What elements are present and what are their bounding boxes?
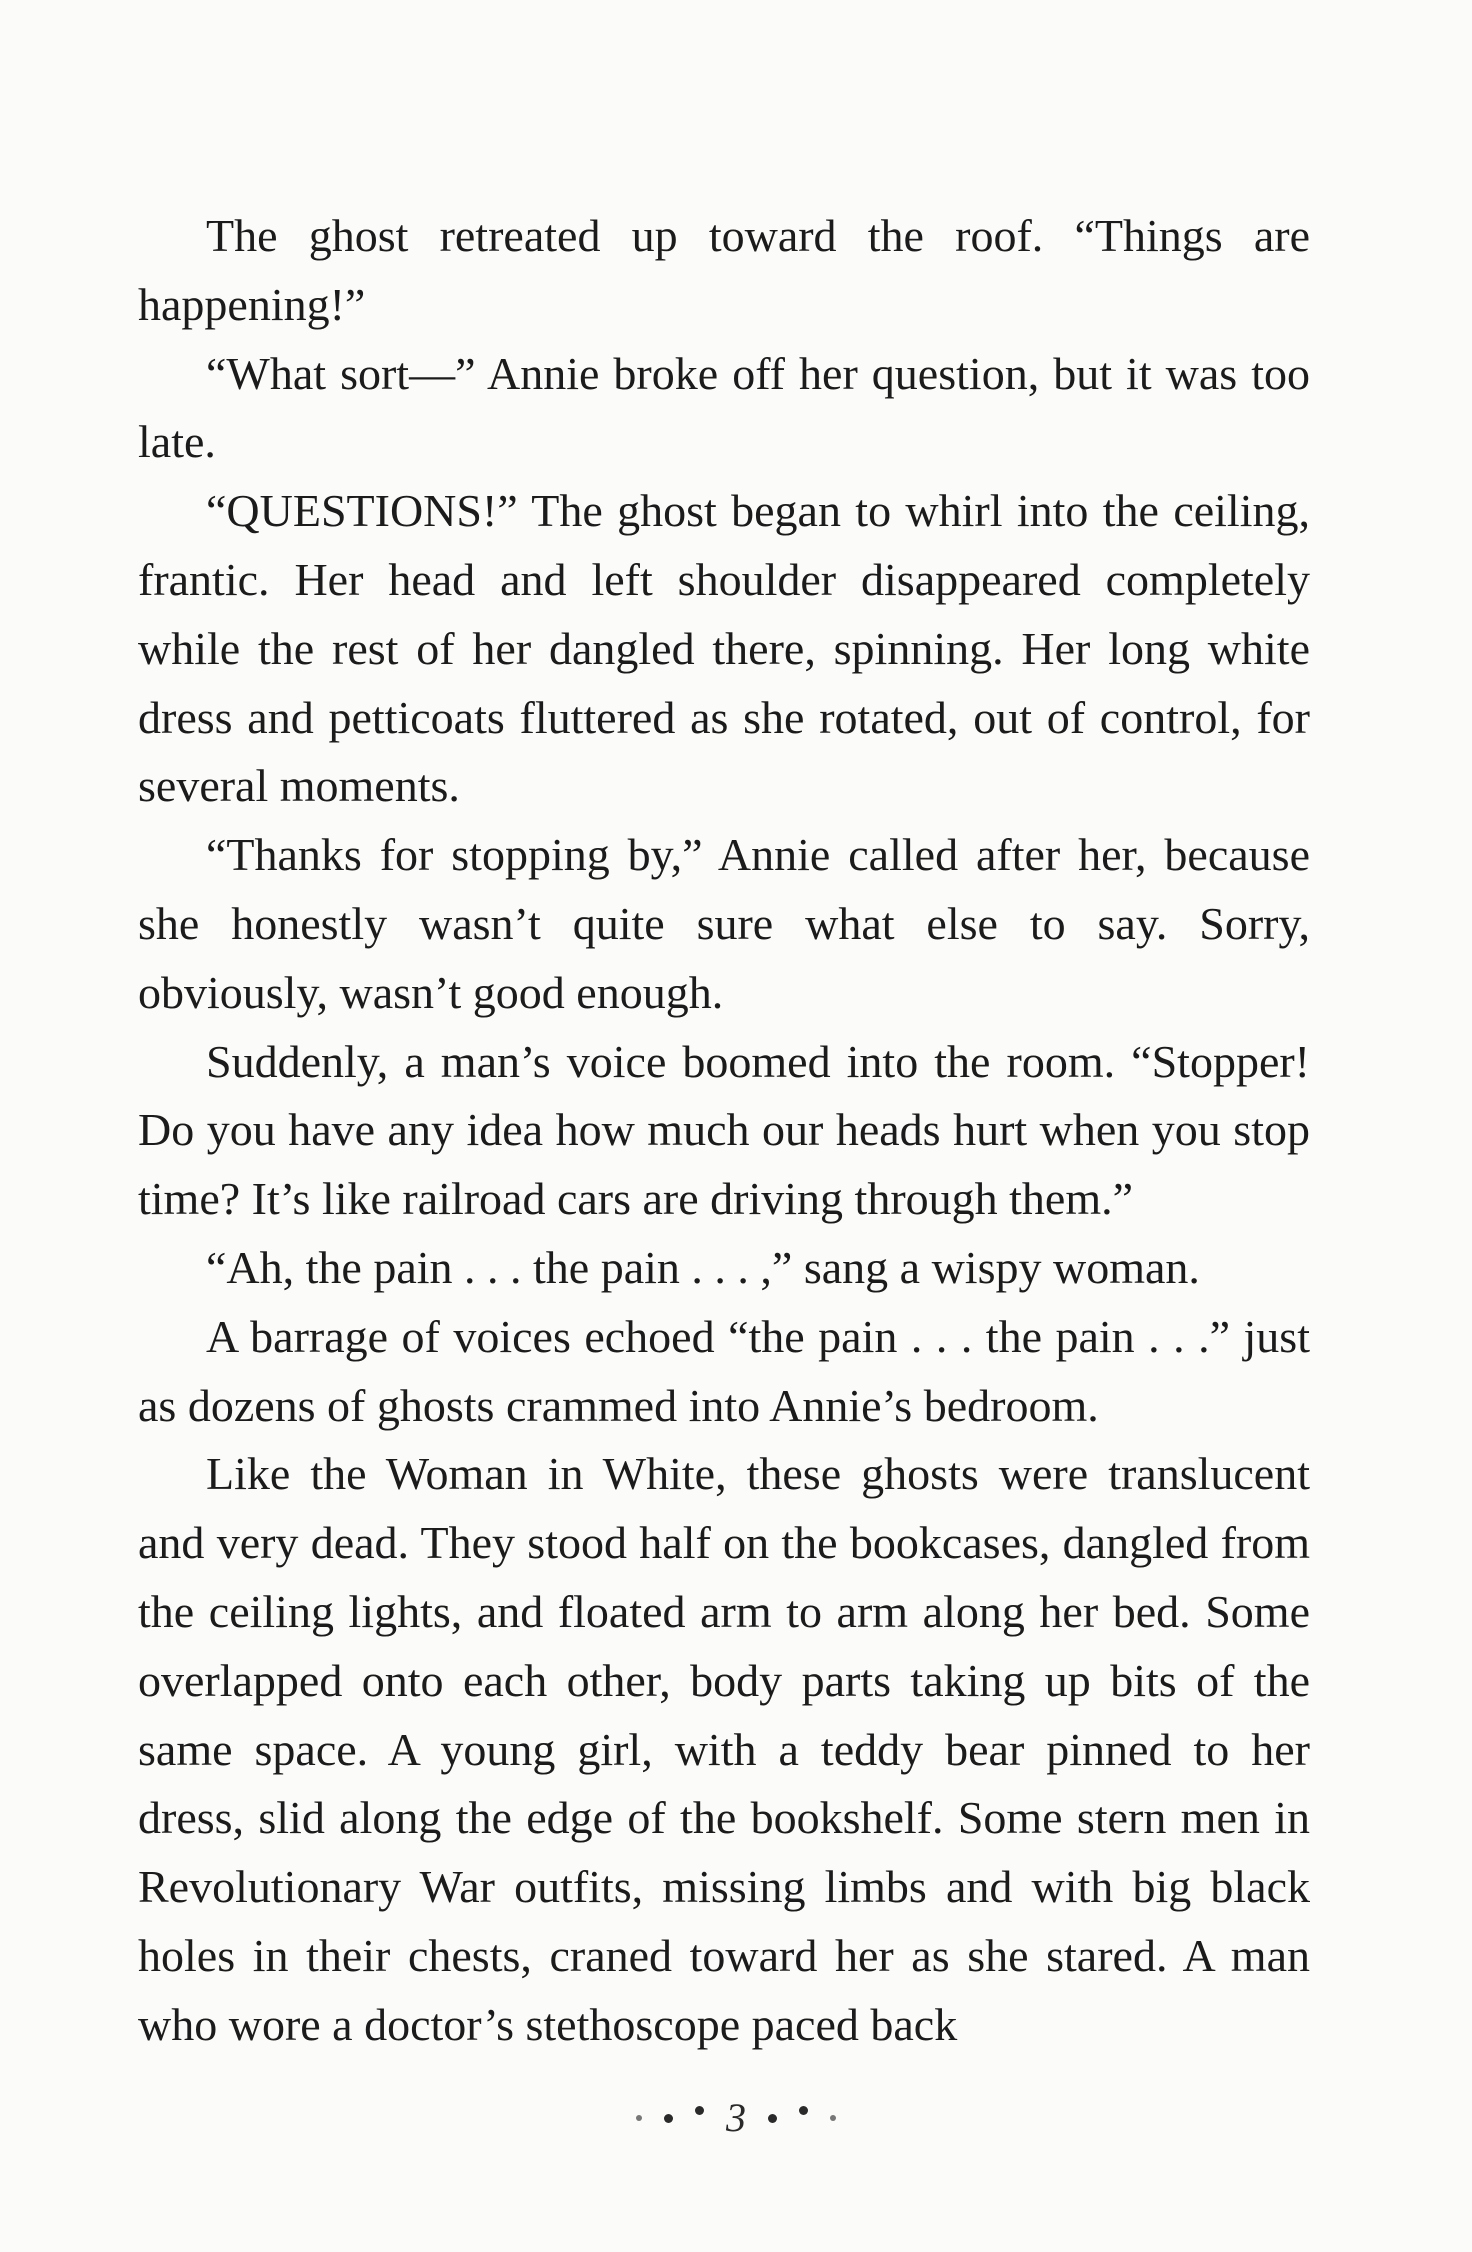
paragraph: “Ah, the pain . . . the pain . . . ,” sang a wispy woman. [206,1241,1200,1293]
ornament-dot-icon [799,2106,808,2115]
ornament-dot-icon [830,2115,836,2121]
ornament-dot-icon [768,2114,777,2123]
body-text [138,202,1310,2060]
paragraph: A barrage of voices echoed “the pain . . . the pain . . .” just as dozens of ghosts crammed into Annie’s bedroom. [138,1310,1310,1431]
paragraph: Suddenly, a man’s voice boomed into the room. “Stopper! Do you have any idea how much our heads hurt when you stop time? It’s like railroad cars are driving through them.” [138,1035,1310,1225]
folio-ornament [636,2095,836,2140]
ornament-dot-icon [695,2106,704,2115]
paragraph: “QUESTIONS!” The ghost began to whirl into the ceiling, frantic. Her head and left shoulder disappeared completely while the rest of her dangled there, spinning. Her long white dress and petticoats fluttered as she rotated, out of control, for several moments. [138,485,1310,812]
ornament-dot-icon [664,2114,673,2123]
paragraph: “Thanks for stopping by,” Annie called after her, because she honestly wasn’t quite sure what else to say. Sorry, obviously, wasn’t good enough. [138,829,1310,1018]
page-number: 3 [726,2095,746,2140]
page-folio [0,2095,1472,2148]
paragraph: “What sort—” Annie broke off her question, but it was too late. [138,347,1310,468]
paragraph: The ghost retreated up toward the roof. “Things are happening!” [138,210,1310,330]
ornament-dot-icon [636,2115,642,2121]
paragraph: Like the Woman in White, these ghosts were translucent and very dead. They stood half on the bookcases, dangled from the ceiling lights, and floated arm to arm along her bed. Some overlapped onto each other, body parts taking up bits of the same space. A young girl, with a teddy bear pinned to her dress, slid along the edge of the bookshelf. Some stern men in Revolutionary War outfits, missing limbs and with big black holes in their chests, craned toward her as she stared. A man who wore a doctor’s stethoscope paced back [138,1448,1310,2050]
